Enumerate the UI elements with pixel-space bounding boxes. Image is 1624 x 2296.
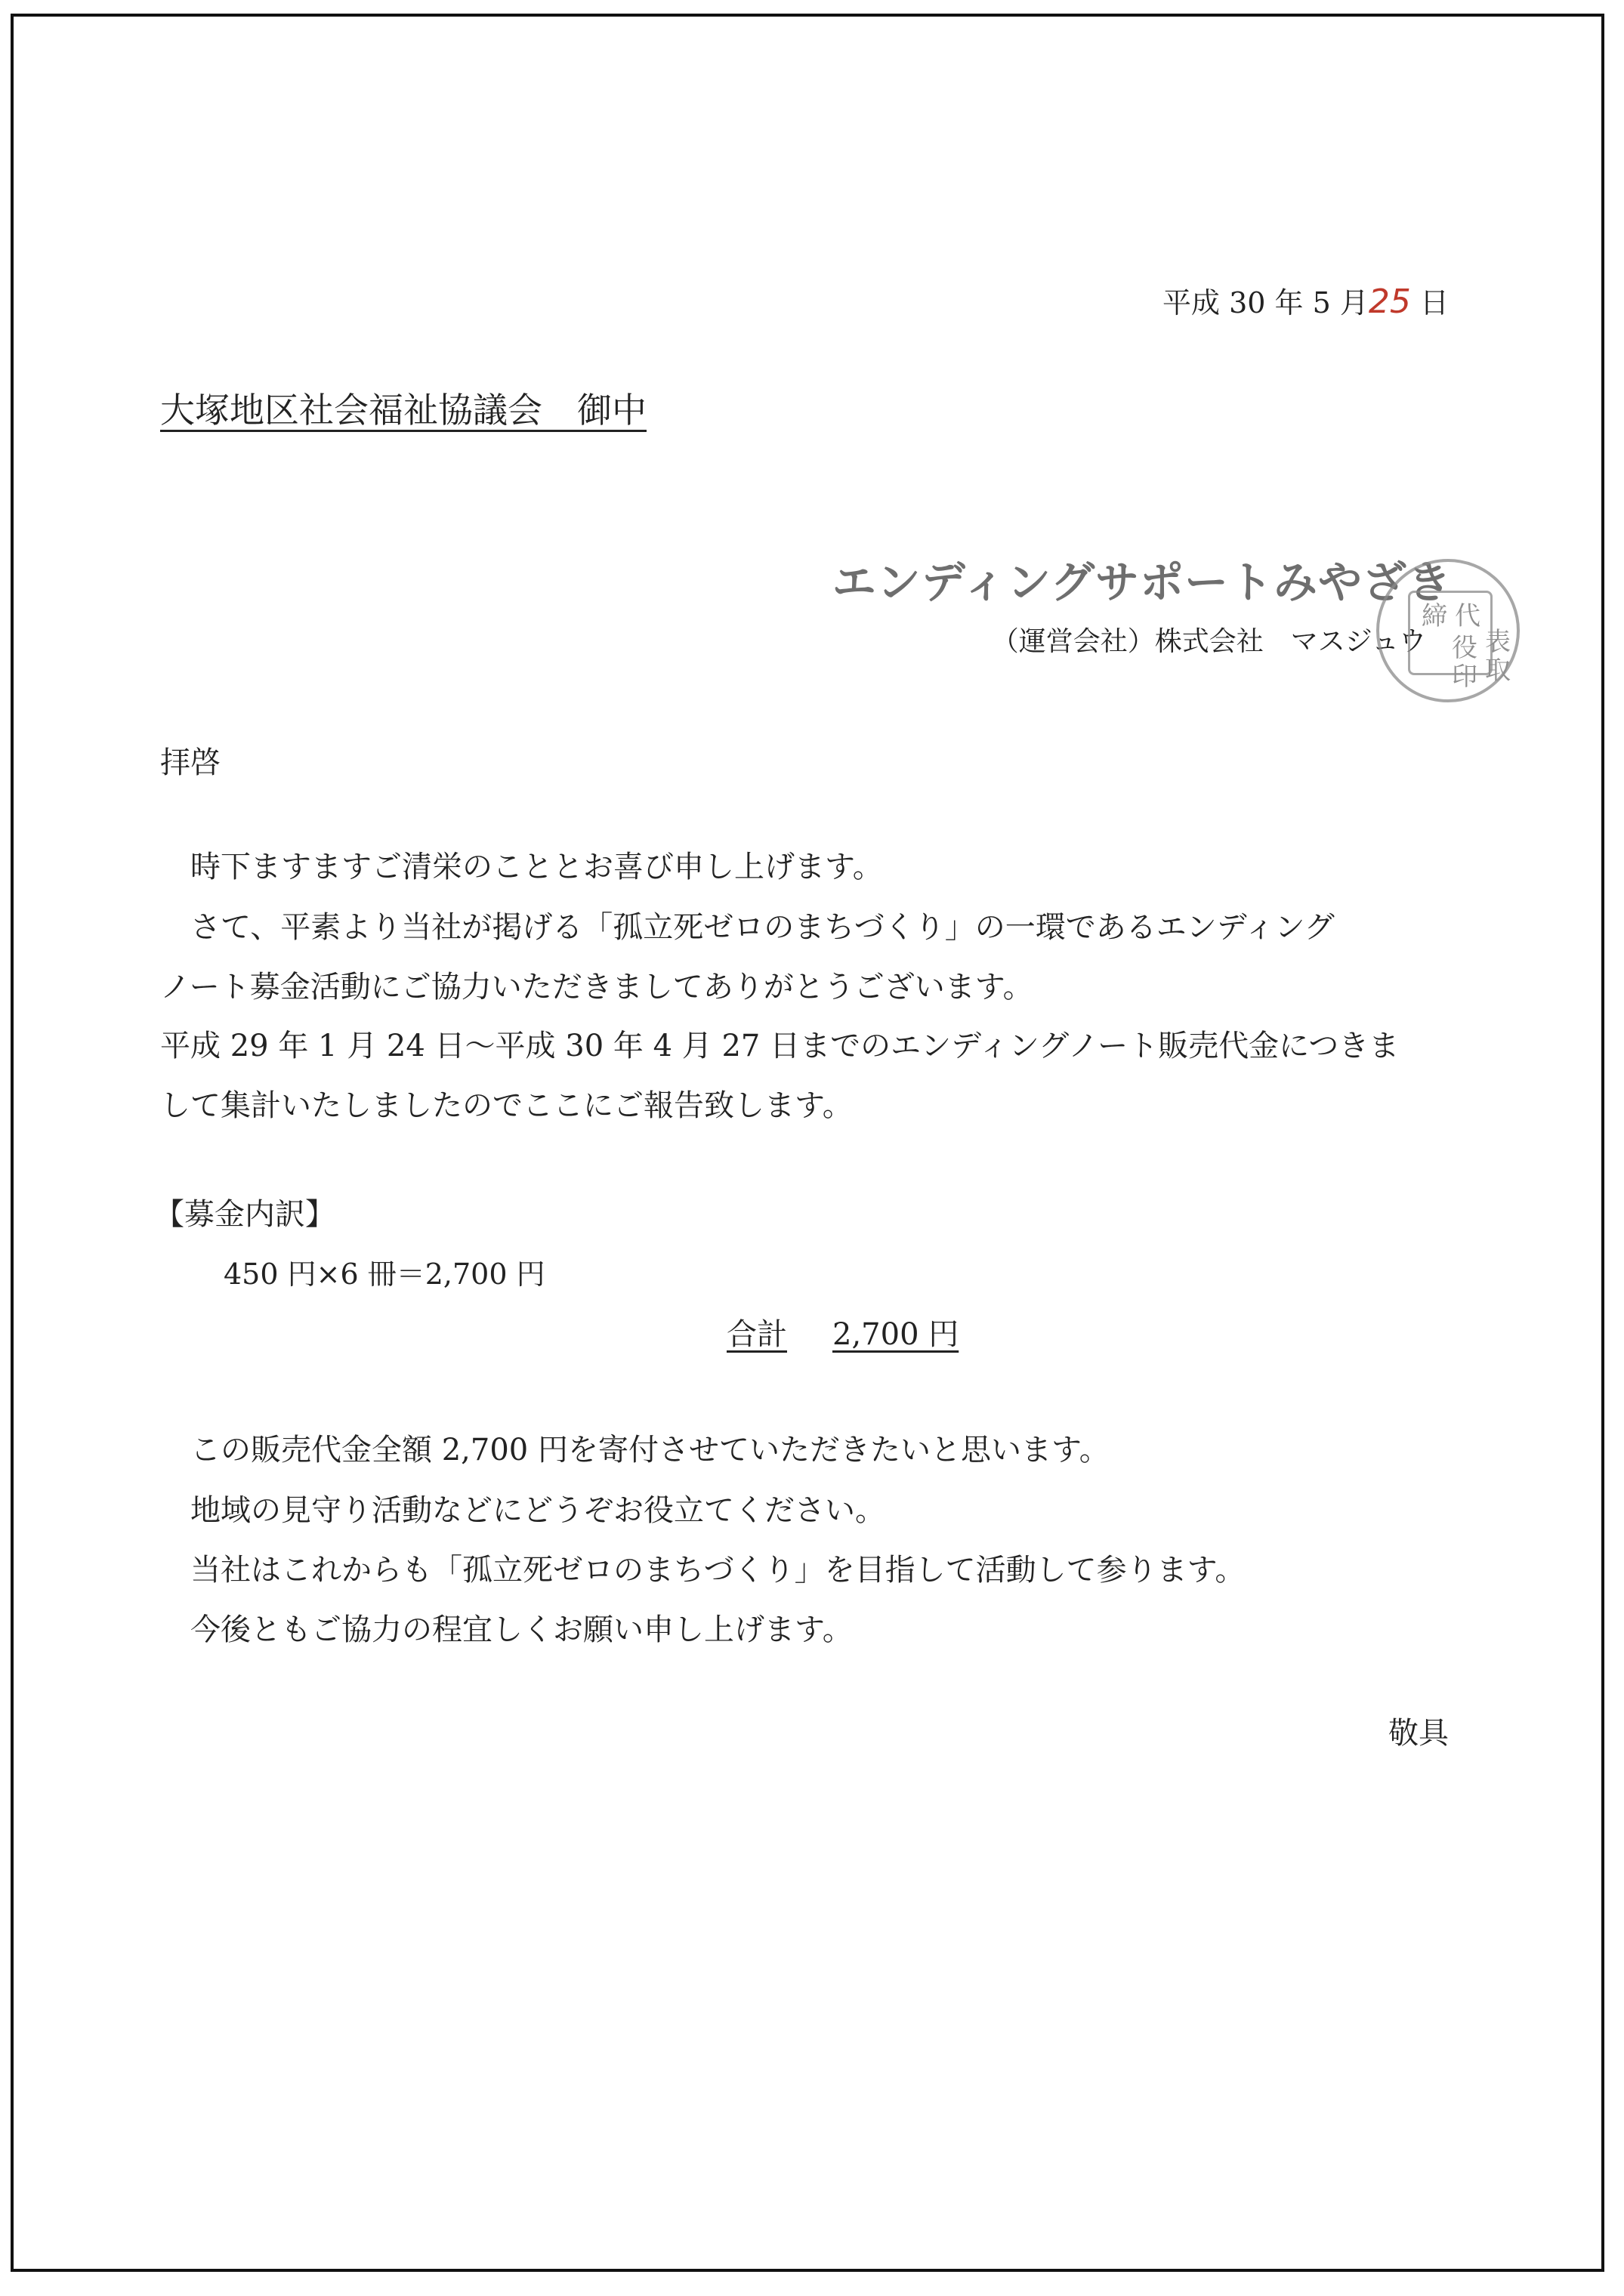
letter-date	[1162, 282, 1449, 321]
seal-char: 取	[1485, 656, 1511, 686]
total-label: 合計	[727, 1317, 787, 1352]
opening-greeting: 拝啓	[160, 745, 221, 780]
breakdown-calc: 450 円×6 冊＝2,700 円	[224, 1258, 545, 1291]
page-border	[11, 14, 1604, 2272]
seal-char: 締	[1422, 601, 1447, 631]
body-paragraph: 時下ますますご清栄のこととお喜び申し上げます。	[190, 850, 883, 884]
total-line	[727, 1319, 959, 1350]
body-paragraph: 平成 29 年 1 月 24 日～平成 30 年 4 月 27 日までのエンディングノート販売代金につきま	[160, 1029, 1400, 1063]
closing-salutation: 敬具	[1388, 1716, 1449, 1751]
date-suffix: 日	[1410, 286, 1449, 319]
date-day-handwritten: 25	[1368, 282, 1411, 321]
breakdown-heading: 【募金内訳】	[154, 1197, 335, 1232]
company-line: （運営会社）株式会社 マスジュウ	[991, 626, 1426, 657]
closing-paragraph: 地域の見守り活動などにどうぞお役立てください。	[190, 1493, 885, 1528]
body-paragraph: ノート募金活動にご協力いただきましてありがとうございます。	[160, 970, 1033, 1004]
closing-paragraph: 今後ともご協力の程宜しくお願い申し上げます。	[190, 1612, 853, 1647]
body-paragraph: して集計いたしましたのでここにご報告致します。	[160, 1088, 853, 1123]
total-value: 2,700 円	[832, 1317, 959, 1352]
seal-char: 印	[1452, 662, 1477, 692]
body-paragraph: さて、平素より当社が掲げる「孤立死ゼロのまちづくり」の一環であるエンディング	[190, 910, 1335, 945]
brand-name: エンディングサポートみやざき	[832, 557, 1452, 608]
seal-char: 表	[1485, 627, 1511, 657]
seal-char: 役	[1452, 633, 1477, 663]
company-seal-stamp	[1376, 559, 1520, 702]
closing-paragraph: 当社はこれからも「孤立死ゼロのまちづくり」を目指して活動して参ります。	[190, 1553, 1246, 1588]
addressee: 大塚地区社会福祉協議会 御中	[160, 390, 647, 430]
seal-char: 代	[1455, 601, 1480, 631]
date-prefix: 平成 30 年 5 月	[1162, 286, 1369, 319]
closing-paragraph: この販売代金全額 2,700 円を寄付させていただきたいと思います。	[190, 1433, 1110, 1467]
